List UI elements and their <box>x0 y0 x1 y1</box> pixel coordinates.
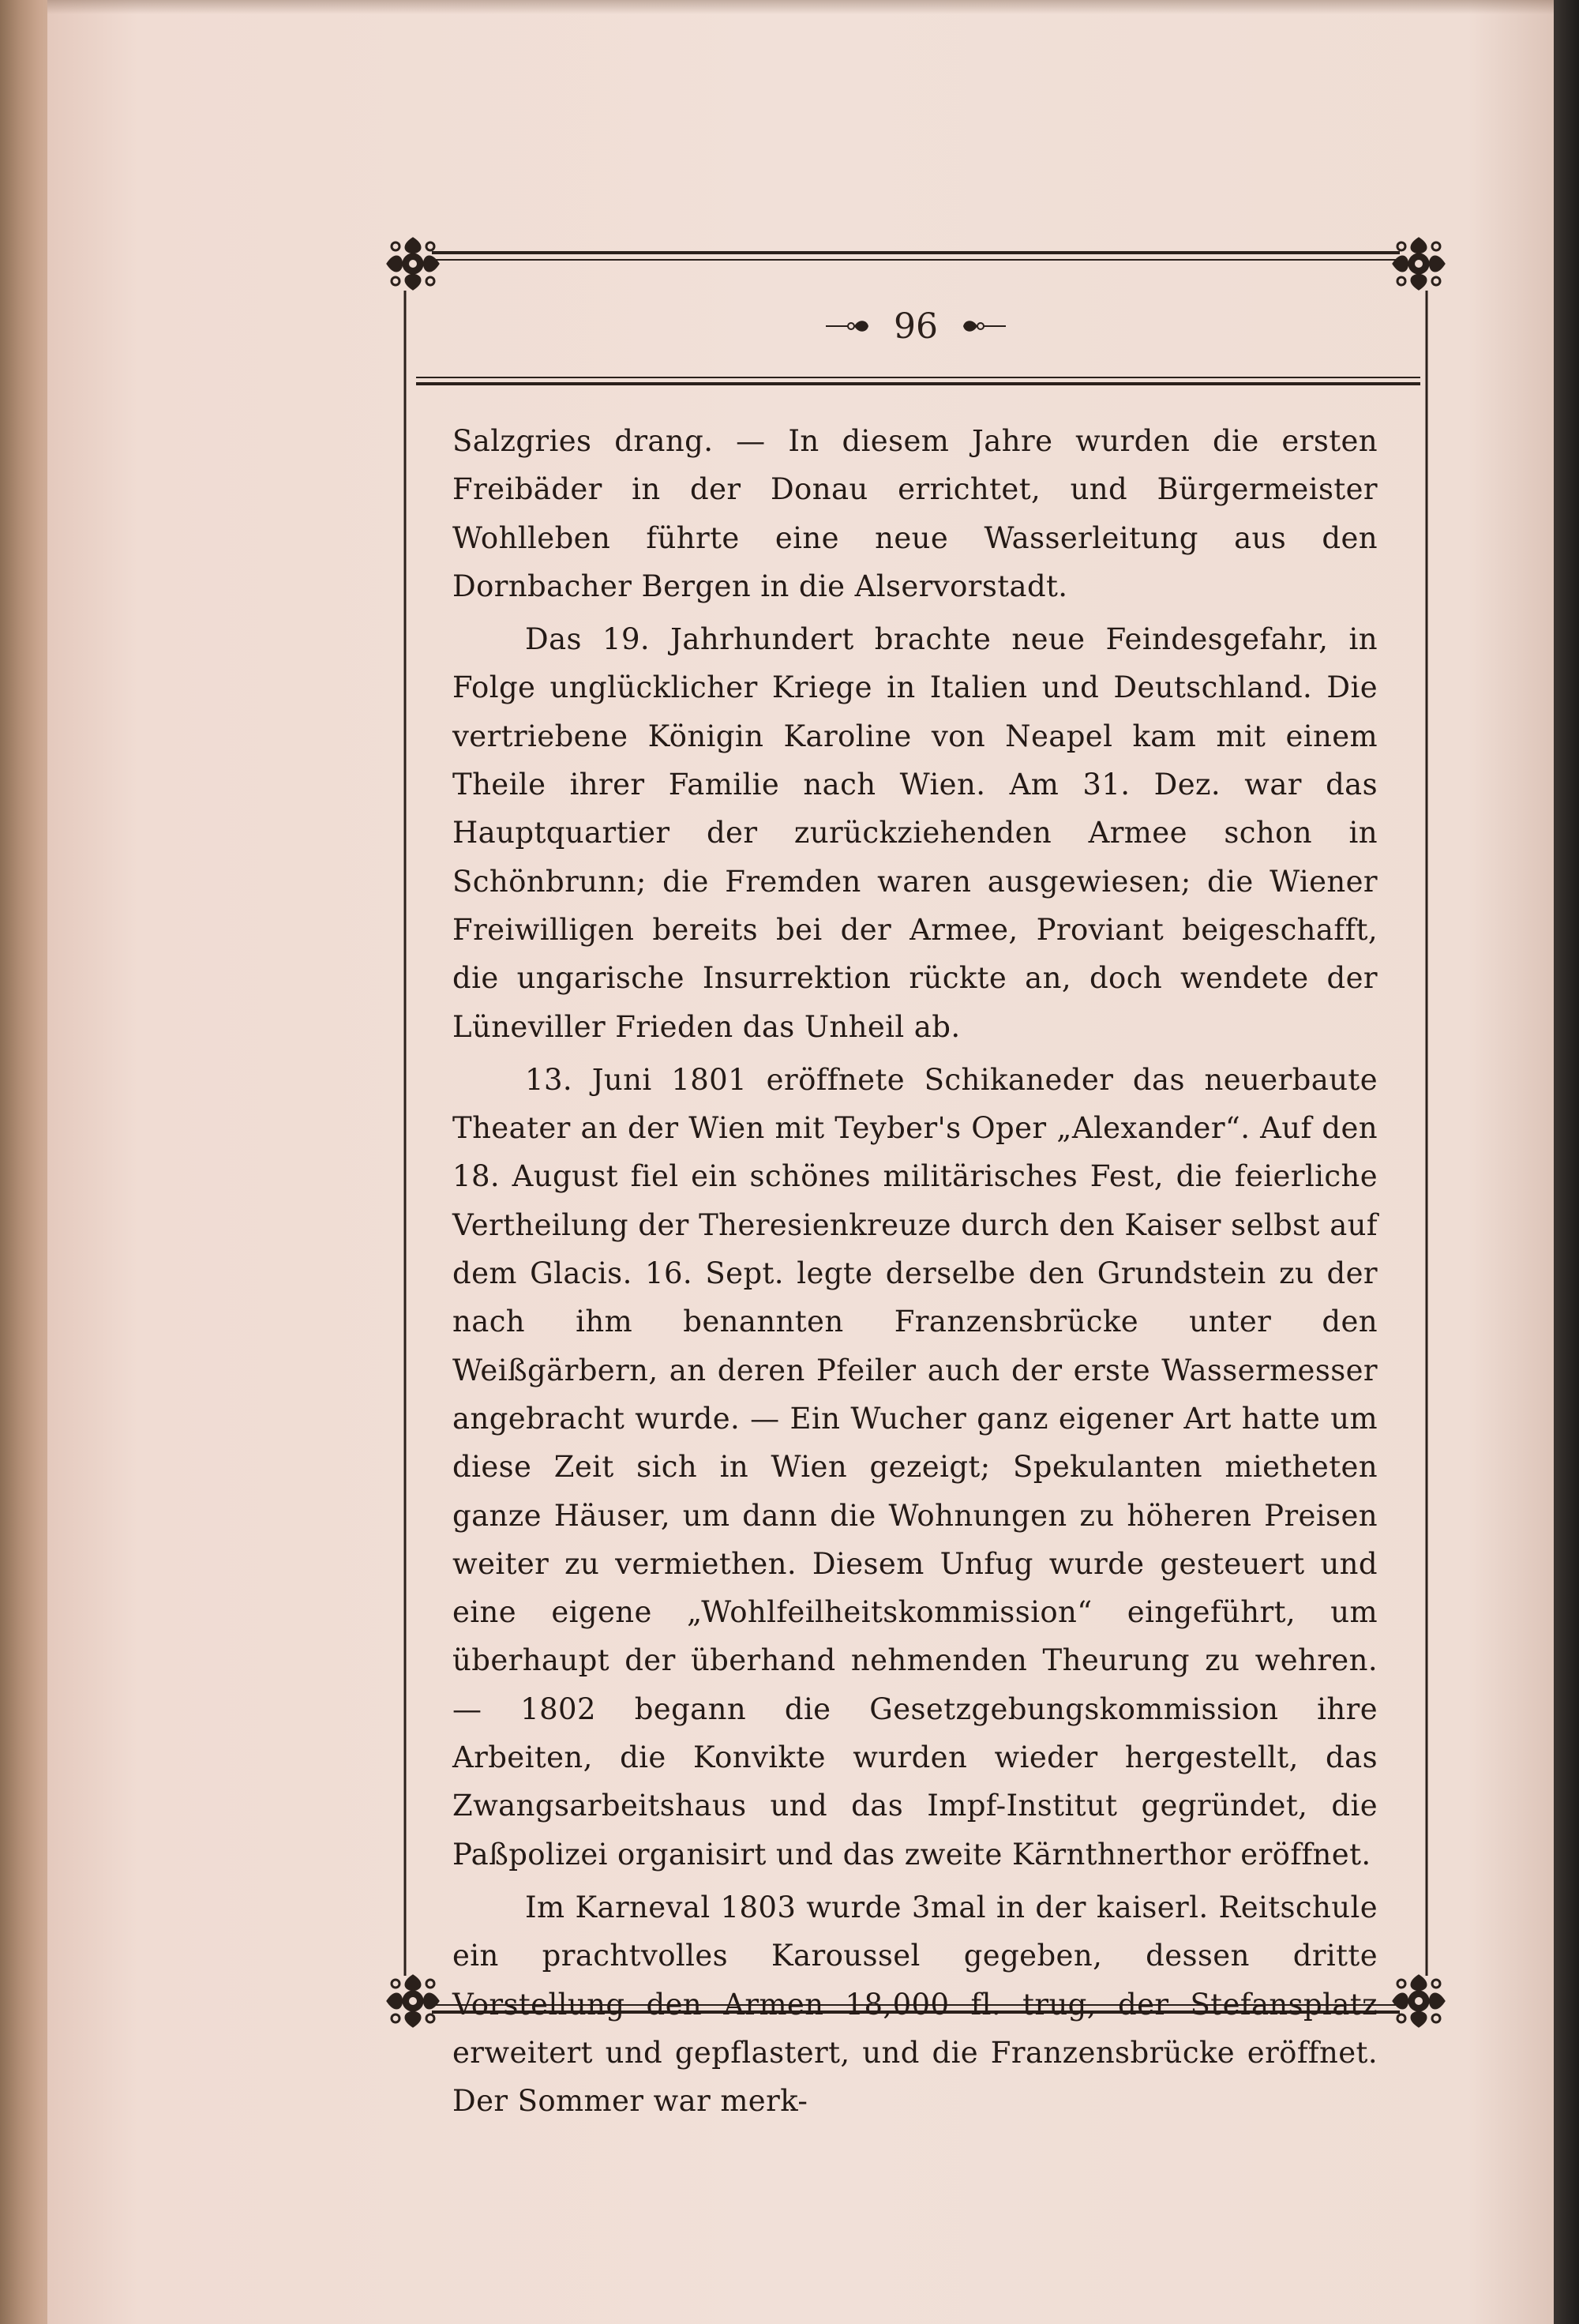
header-scroll-ornament-icon <box>824 317 872 336</box>
paragraph: Im Karneval 1803 wurde 3mal in der kaiserl. Reitschule ein prachtvolles Karoussel gegeben, dessen dritte Vorstellung den Armen 18,000 fl. trug, der Stefansplatz erweitert und gepflastert, und die Franzensbrücke eröffnet. Der Sommer war merk- <box>452 1890 1378 2119</box>
decorative-frame <box>384 235 1447 2119</box>
paragraph: 13. Juni 1801 eröffnete Schikaneder das neuerbaute Theater an der Wien mit Teyber's Oper „Alexander“. Auf den 18. August fiel ein schönes militärisches Fest, die feierliche Vertheilung der Theresienkreuze durch den Kaiser selbst auf dem Glacis. 16. Sept. legte derselbe den Grundstein zu der nach ihm benannten Franzensbrücke unter den Weißgärbern, an deren Pfeiler auch der erste Wassermesser angebracht wurde. — Ein Wucher ganz eigener Art hatte um diese Zeit sich in Wien gezeigt; Spekulanten mietheten ganze Häuser, um dann die Wohnungen zu höheren Preisen weiter zu vermiethen. Diesem Unfug wurde gesteuert und eine eigene „Wohlfeilheitskommission“ eingeführt, um überhaupt der überhand nehmenden Theurung zu wehren. — 1802 begann die Gesetzgebungskommission ihre Arbeiten, die Konvikte wurden wieder hergestellt, das Zwangsarbeitshaus und das Impf-Institut gegründet, die Paßpolizei organisirt und das zweite Kärnthnerthor eröffnet. <box>452 1062 1378 1872</box>
paragraph: Salzgries drang. — In diesem Jahre wurden die ersten Freibäder in der Donau errichtet, und Bürgermeister Wohlleben führte eine neue Wasserleitung aus den Dornbacher Bergen in die Alservorstadt. <box>452 424 1378 603</box>
corner-rosette-icon <box>1389 1971 1449 2031</box>
page-header <box>384 298 1447 354</box>
body-text <box>452 417 1378 2119</box>
corner-rosette-icon <box>1389 234 1449 294</box>
page-shadow <box>47 0 1559 14</box>
header-scroll-ornament-icon <box>960 317 1007 336</box>
corner-rosette-icon <box>383 1971 443 2031</box>
corner-rosette-icon <box>383 234 443 294</box>
paragraph: Das 19. Jahrhundert brachte neue Feindesgefahr, in Folge unglücklicher Kriege in Italien und Deutschland. Die vertriebene Königin Karoline von Neapel kam mit einem Theile ihrer Familie nach Wien. Am 31. Dez. war das Hauptquartier der zurückziehenden Armee schon in Schönbrunn; die Fremden waren ausgewiesen; die Wiener Freiwilligen bereits bei der Armee, Proviant beigeschafft, die ungarische Insurrektion rückte an, doch wendete der Lüneviller Frieden das Unheil ab. <box>452 622 1378 1044</box>
page-number: 96 <box>894 306 938 347</box>
book-edge <box>1554 0 1579 2324</box>
